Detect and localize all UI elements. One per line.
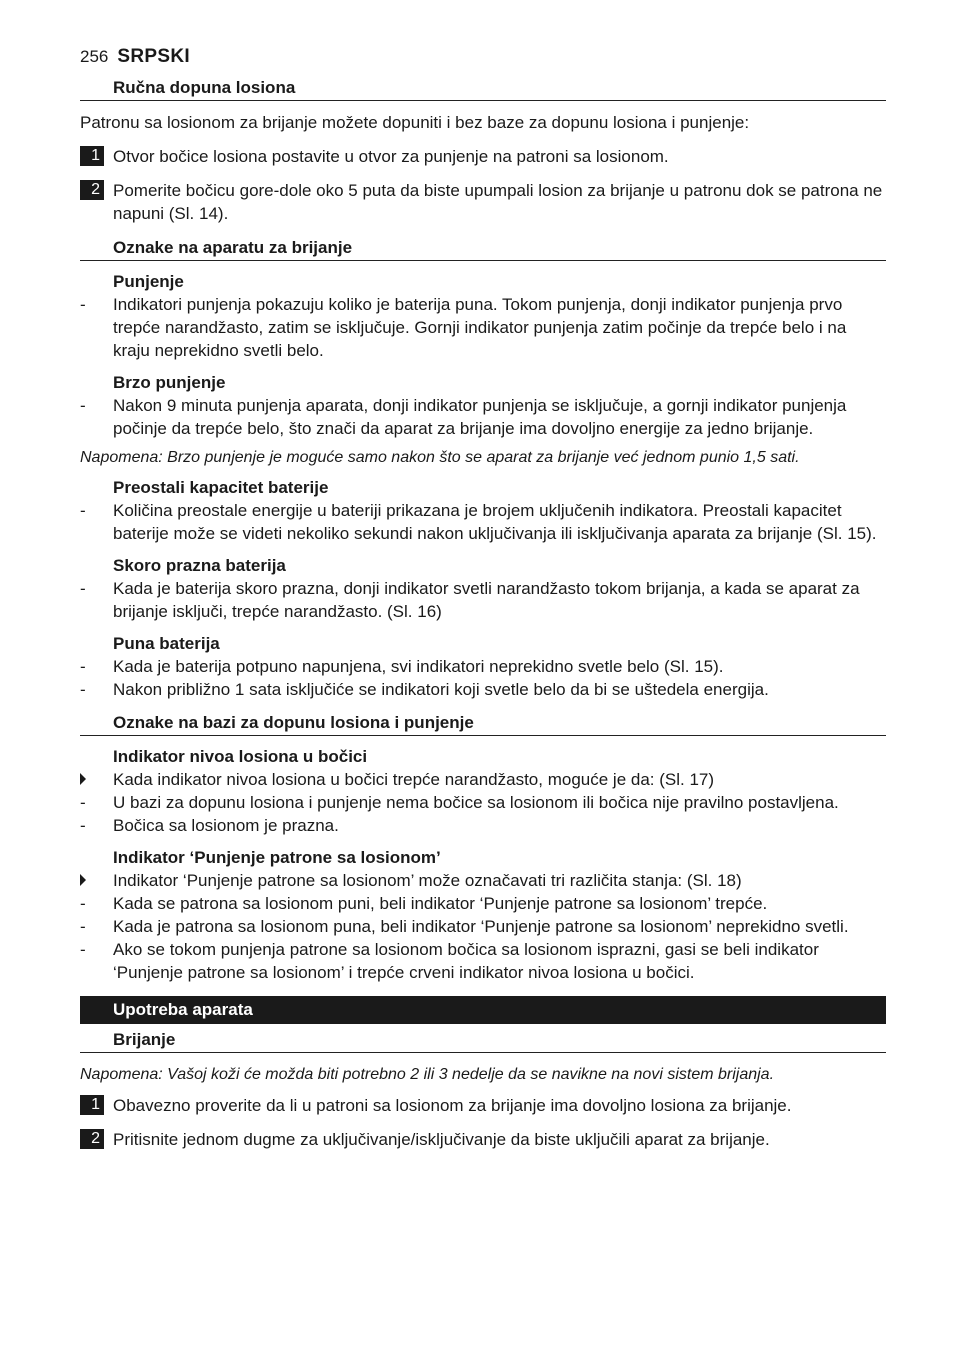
subheading-battery-low: Skoro prazna baterija xyxy=(113,556,286,575)
language-label: SRPSKI xyxy=(117,46,190,67)
subheading-battery-full: Puna baterija xyxy=(113,634,220,653)
quick-charge-list xyxy=(80,394,886,440)
note-skin: Napomena: Vašoj koži će možda biti potrebno 2 ili 3 nedelje da se navikne na novi sistem brijanja. xyxy=(80,1066,775,1083)
lotion-level-list xyxy=(80,768,886,837)
note-quick-charge: Napomena: Brzo punjenje je moguće samo nakon što se aparat za brijanje već jednom punio 1,5 sati. xyxy=(80,449,800,466)
section-heading-manual-refill: Ručna dopuna losiona xyxy=(80,76,886,101)
step-text: Obavezno proverite da li u patroni sa losionom za brijanje ima dovoljno losiona za brijanje. xyxy=(113,1096,792,1115)
dash-bullet: - xyxy=(80,396,86,415)
dash-bullet: - xyxy=(80,793,86,812)
list-item: - Količina preostale energije u bateriji prikazana je brojem uključenih indikatora. Preostali kapacitet baterije može se videti nekoliko sekundi nakon uključivanja ili isključivanja aparata za brijanje (Sl. 15). xyxy=(80,501,877,543)
list-item: - Kada je baterija potpuno napunjena, svi indikatori neprekidno svetle belo (Sl. 15). xyxy=(80,657,724,676)
subheading-shaving: Brijanje xyxy=(80,1028,886,1053)
running-header xyxy=(80,46,886,76)
dash-bullet: - xyxy=(80,295,86,314)
list-item-lead: Indikator ‘Punjenje patrone sa losionom’ može označavati tri različita stanja: (Sl. 18) xyxy=(80,869,886,892)
section-heading-shaver-indicators: Oznake na aparatu za brijanje xyxy=(80,236,886,261)
page-number: 256 xyxy=(80,47,109,66)
step-1 xyxy=(80,1094,886,1117)
cartridge-fill-list xyxy=(80,869,886,984)
step-number: 1 xyxy=(80,146,104,166)
list-item: - Kada se patrona sa losionom puni, beli indikator ‘Punjenje patrone sa losionom’ trepće. xyxy=(80,894,768,913)
step-number: 1 xyxy=(80,1095,104,1115)
list-item-lead: Kada indikator nivoa losiona u bočici trepće narandžasto, moguće je da: (Sl. 17) xyxy=(80,768,886,791)
step-2 xyxy=(80,1128,886,1151)
dash-bullet: - xyxy=(80,680,86,699)
triangle-bullet-icon xyxy=(80,773,86,785)
intro-paragraph: Patronu sa losionom za brijanje možete dopuniti i bez baze za dopunu losiona i punjenje: xyxy=(80,113,750,132)
step-number: 2 xyxy=(80,1129,104,1149)
step-text: Pritisnite jednom dugme za uključivanje/isključivanje da biste uključili aparat za brijanje. xyxy=(113,1130,770,1149)
dash-bullet: - xyxy=(80,579,86,598)
subheading-lotion-level: Indikator nivoa losiona u bočici xyxy=(113,747,368,766)
subheading-remaining-capacity: Preostali kapacitet baterije xyxy=(113,478,329,497)
list-item: - Bočica sa losionom je prazna. xyxy=(80,816,339,835)
section-heading-base-indicators: Oznake na bazi za dopunu losiona i punjenje xyxy=(80,711,886,736)
step-text: Otvor bočice losiona postavite u otvor za punjenje na patroni sa losionom. xyxy=(113,147,669,166)
step-number: 2 xyxy=(80,180,104,200)
dash-bullet: - xyxy=(80,940,86,959)
dash-bullet: - xyxy=(80,917,86,936)
list-item: - Nakon približno 1 sata isključiće se indikatori koji svetle belo da bi se uštedela energija. xyxy=(80,680,769,699)
charging-list xyxy=(80,293,886,362)
subheading-charging: Punjenje xyxy=(113,272,184,291)
list-item: - Ako se tokom punjenja patrone sa losionom bočica sa losionom isprazni, gasi se beli indikator ‘Punjenje patrone sa losionom’ i trepće crveni indikator nivoa losiona u bočici. xyxy=(80,940,819,982)
triangle-bullet-icon xyxy=(80,874,86,886)
dash-bullet: - xyxy=(80,501,86,520)
remaining-capacity-list xyxy=(80,499,886,545)
battery-full-list xyxy=(80,655,886,701)
section-heading-using-appliance: Upotreba aparata xyxy=(80,996,886,1024)
subheading-cartridge-fill: Indikator ‘Punjenje patrone sa losionom’ xyxy=(113,848,441,867)
subheading-quick-charge: Brzo punjenje xyxy=(113,373,226,392)
list-item: - Nakon 9 minuta punjenja aparata, donji indikator punjenja se isključuje, a gornji indikator punjenja počinje da trepće belo, što znači da aparat za brijanje ima dovoljno energije za jedno brijanje. xyxy=(80,396,847,438)
list-item: - U bazi za dopunu losiona i punjenje nema bočice sa losionom ili bočica nije pravilno postavljena. xyxy=(80,793,839,812)
battery-low-list xyxy=(80,577,886,623)
step-1 xyxy=(80,145,886,168)
manual-page xyxy=(80,46,886,1162)
step-2 xyxy=(80,179,886,225)
list-item: - Kada je baterija skoro prazna, donji indikator svetli narandžasto tokom brijanja, a kada se aparat za brijanje isključi, trepće narandžasto. (Sl. 16) xyxy=(80,579,860,621)
list-item: - Kada je patrona sa losionom puna, beli indikator ‘Punjenje patrone sa losionom’ neprekidno svetli. xyxy=(80,917,849,936)
dash-bullet: - xyxy=(80,894,86,913)
list-item: - Indikatori punjenja pokazuju koliko je baterija puna. Tokom punjenja, donji indikator punjenja prvo trepće narandžasto, zatim se isključuje. Gornji indikator punjenja zatim počinje da trepće belo i na kraju neprekidno svetli belo. xyxy=(80,295,847,360)
dash-bullet: - xyxy=(80,657,86,676)
step-text: Pomerite bočicu gore-dole oko 5 puta da biste upumpali losion za brijanje u patronu dok se patrona ne napuni (Sl. 14). xyxy=(113,181,883,223)
dash-bullet: - xyxy=(80,816,86,835)
